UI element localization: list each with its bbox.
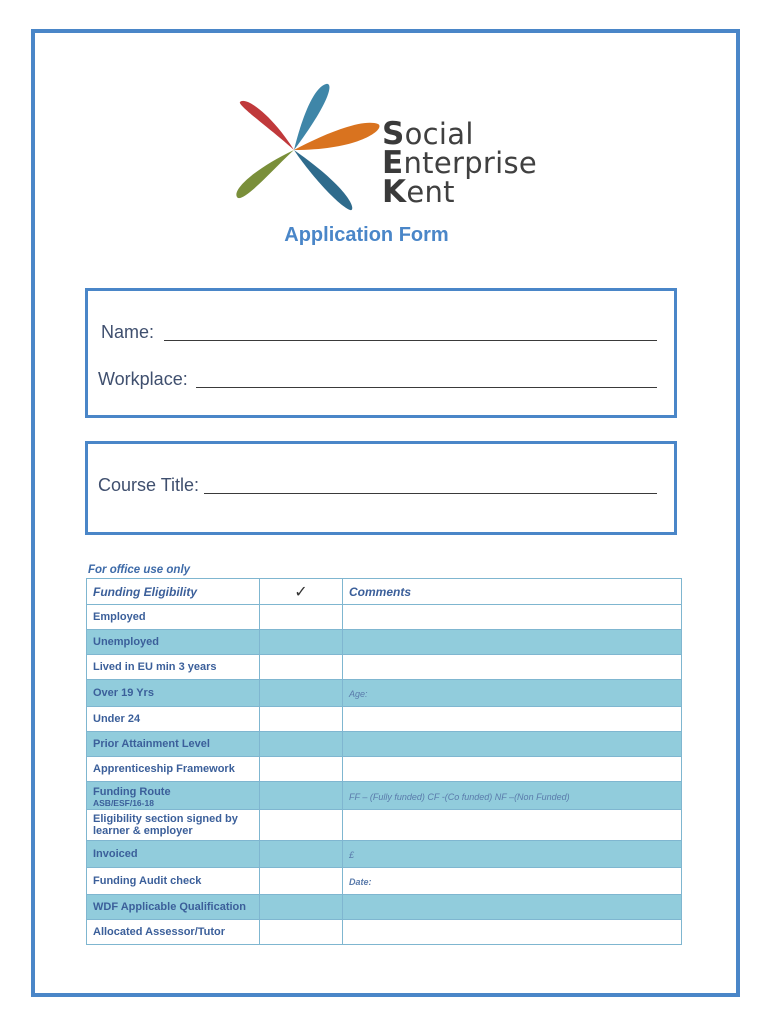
course-details-box <box>85 441 677 535</box>
row-label-funding-route <box>87 782 260 810</box>
row-check-cell[interactable] <box>260 655 343 680</box>
table-row <box>87 630 682 655</box>
row-sublabel: ASB/ESF/16-18 <box>93 798 154 808</box>
table-row <box>87 680 682 707</box>
course-title-label: Course Title: <box>98 475 200 495</box>
table-row <box>87 810 682 841</box>
header-funding-eligibility: Funding Eligibility <box>87 579 260 605</box>
row-label: Funding Route <box>93 786 171 798</box>
applicant-details-box <box>85 288 677 418</box>
header-comments: Comments <box>343 579 682 605</box>
table-row <box>87 707 682 732</box>
funding-eligibility-table <box>86 578 682 945</box>
logo-petal-green <box>236 150 294 198</box>
row-check-cell[interactable] <box>260 920 343 945</box>
row-comment-cell[interactable] <box>343 757 682 782</box>
row-comment-cell[interactable]: Age: <box>343 680 682 707</box>
row-check-cell[interactable] <box>260 757 343 782</box>
logo-word-enterprise: nterprise <box>403 146 538 180</box>
row-comment-cell[interactable]: FF – (Fully funded) CF -(Co funded) NF –(Non Funded) <box>343 782 682 810</box>
row-check-cell[interactable] <box>260 841 343 868</box>
row-comment-cell[interactable] <box>343 920 682 945</box>
row-check-cell[interactable] <box>260 782 343 810</box>
logo-letter-e: E <box>382 145 404 181</box>
logo-letter-k: K <box>382 174 407 210</box>
row-comment-cell[interactable] <box>343 605 682 630</box>
row-comment-cell[interactable]: £ <box>343 841 682 868</box>
table-row <box>87 605 682 630</box>
row-label: Eligibility section signed by learner & employer <box>87 810 260 841</box>
row-label: Apprenticeship Framework <box>87 757 260 782</box>
table-row <box>87 868 682 895</box>
row-label: Prior Attainment Level <box>87 732 260 757</box>
logo-word-kent: ent <box>406 175 455 209</box>
row-comment-cell[interactable] <box>343 707 682 732</box>
table-row <box>87 757 682 782</box>
table-row <box>87 920 682 945</box>
office-use-note: For office use only <box>88 564 191 576</box>
checkmark-icon: ✓ <box>260 579 343 605</box>
row-check-cell[interactable] <box>260 605 343 630</box>
row-label: WDF Applicable Qualification <box>87 895 260 920</box>
row-label: Over 19 Yrs <box>87 680 260 707</box>
name-field[interactable] <box>164 340 657 341</box>
row-check-cell[interactable] <box>260 868 343 895</box>
row-comment-cell[interactable]: Date: <box>343 868 682 895</box>
row-comment-cell[interactable] <box>343 810 682 841</box>
row-check-cell[interactable] <box>260 810 343 841</box>
logo-word-social: ocial <box>404 117 474 151</box>
workplace-label: Workplace: <box>98 369 188 389</box>
row-comment-cell[interactable] <box>343 895 682 920</box>
table-row <box>87 841 682 868</box>
table-row <box>87 732 682 757</box>
row-check-cell[interactable] <box>260 630 343 655</box>
logo-petal-darkblue <box>294 150 352 210</box>
table-row <box>87 782 682 810</box>
row-comment-cell[interactable] <box>343 732 682 757</box>
row-label: Funding Audit check <box>87 868 260 895</box>
table-header-row <box>87 579 682 605</box>
row-label: Under 24 <box>87 707 260 732</box>
row-label: Allocated Assessor/Tutor <box>87 920 260 945</box>
logo-letter-s: S <box>382 116 405 152</box>
row-comment-cell[interactable] <box>343 655 682 680</box>
row-check-cell[interactable] <box>260 707 343 732</box>
row-check-cell[interactable] <box>260 680 343 707</box>
row-label: Lived in EU min 3 years <box>87 655 260 680</box>
row-comment-cell[interactable] <box>343 630 682 655</box>
table-row <box>87 655 682 680</box>
name-label: Name: <box>101 322 155 342</box>
table-row <box>87 895 682 920</box>
row-check-cell[interactable] <box>260 732 343 757</box>
row-label: Unemployed <box>87 630 260 655</box>
logo-wordmark <box>382 116 538 210</box>
row-check-cell[interactable] <box>260 895 343 920</box>
row-label: Invoiced <box>87 841 260 868</box>
workplace-field[interactable] <box>196 387 657 388</box>
course-title-field[interactable] <box>204 493 657 494</box>
logo-petal-red <box>240 101 294 150</box>
row-label: Employed <box>87 605 260 630</box>
page-title: Application Form <box>284 224 449 246</box>
